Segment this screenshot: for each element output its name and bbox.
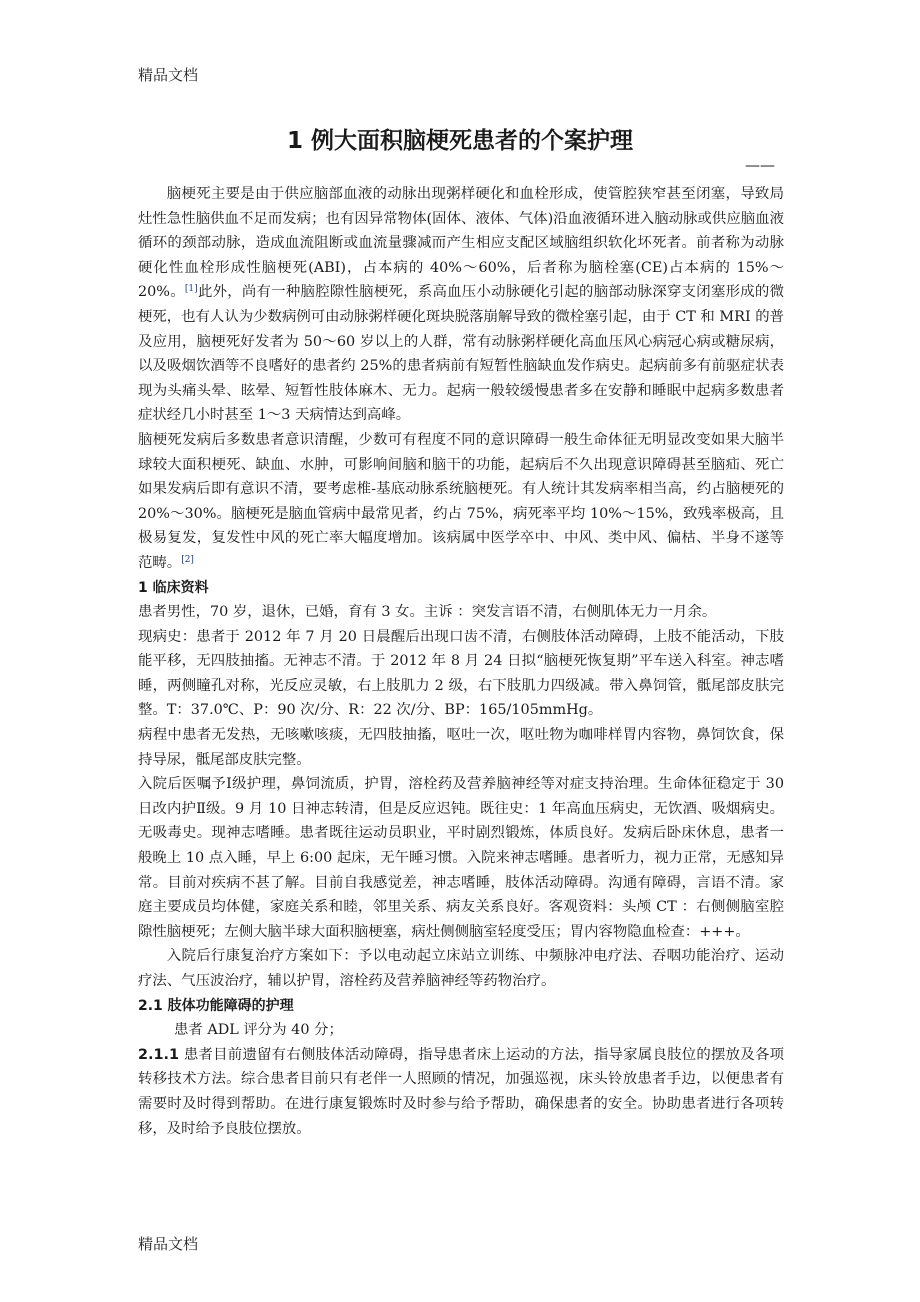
reference-1: [1] (184, 284, 198, 295)
patient-summary: 患者男性，70 岁，退休，已婚，育有 3 女。主诉 ：突发言语不清，右侧肌体无力一月余。 (138, 604, 717, 621)
epidemiology-text: 脑梗死发病后多数患者意识清醒，少数可有程度不同的意识障碍一般生命体征无明显改变如果大脑半球较大面积梗死、缺血、水肿，可影响间脑和脑干的功能，起病后不久出现意识障碍甚至脑疝、死亡如果发病后即有意识不清，要考虑椎-基底动脉系统脑梗死。有人统计其发病率相当高，约占脑梗死的 20%～30%。脑梗死是脑血管病中最常见者，约占 75%，病死率平均 10%～15%，致残率极高，且极易复发，复发性中风的死亡率大幅度增加。该病属中医学卒中、中风、类中风、偏枯、半身不遂等范畴。 (138, 431, 784, 571)
present-illness: 现病史：患者于 2012 年 7 月 20 日晨醒后出现口齿不清，右侧肢体活动障碍，上肢不能活动，下肢能平移，无四肢抽搐。无神志不清。于 2012 年 8 月 24 日拟“脑梗死恢复期”平车送入科室。神志嗜睡，两侧瞳孔对称，光反应灵敏，右上肢肌力 2 级，右下肢肌力四级减。带入鼻饲管，骶尾部皮肤完整。T：37.0℃、P：90 次/分、R：22 次/分、BP：165/105mmHg。 (138, 628, 784, 719)
page-title: 1 例大面积脑梗死患者的个案护理 (286, 128, 633, 154)
intro-text-a: 脑梗死主要是由于供应脑部血液的动脉出现粥样硬化和血栓形成，使管腔狭窄甚至闭塞，导致局灶性急性脑供血不足而发病；也有因异常物体(固体、液体、气体)沿血液循环进入脑动脉或供应脑血液循环的颈部动脉，造成血流阻断或血流量骤减而产生相应支配区域脑组织软化坏死者。前者称为动脉硬化性血栓形成性脑梗死(ABI)，占本病的 40%～60%，后者称为脑栓塞(CE)占本病的 15%～20%。 (138, 186, 784, 301)
section-heading-limb-care: 2.1 肢体功能障碍的护理 (138, 997, 294, 1014)
document-body (138, 182, 784, 1141)
rehab-plan-paragraph: 入院后行康复治疗方案如下：予以电动起立床站立训练、中频脉冲电疗法、吞咽功能治疗、运动疗法、气压波治疗，辅以护胃，溶栓药及营养脑神经等药物治疗。 (138, 948, 784, 989)
reference-2: [2] (181, 554, 194, 565)
title-dash: —— (745, 156, 775, 174)
limb-care-paragraph (138, 1043, 784, 1141)
admission-paragraph: 入院后医嘱予Ⅰ级护理，鼻饲流质，护胃，溶栓药及营养脑神经等对症支持治理。生命体征稳定于 30 日改内护Ⅱ级。9 月 10 日神志转清，但是反应迟钝。既往史：1 年高血压病史，无饮酒、吸烟病史。无吸毒史。现神志嗜睡。患者既往运动员职业，平时剧烈锻炼，体质良好。发病后卧床休息，患者一般晚上 10 点入睡，早上 6:00 起床，无午睡习惯。入院来神志嗜睡。患者听力，视力正常，无感知异常。目前对疾病不甚了解。目前自我感觉差，神志嗜睡，肢体活动障碍。沟通有障碍，言语不清。家庭主要成员均体健，家庭关系和睦，邻里关系、病友关系良好。客观资料：头颅 CT ：右侧侧脑室腔隙性脑梗死；左侧大脑半球大面积脑梗塞，病灶侧侧脑室轻度受压；胃内容物隐血检查：+++。 (138, 776, 784, 940)
subsection-number: 2.1.1 (138, 1046, 179, 1063)
section-heading-clinical: 1 临床资料 (138, 579, 209, 596)
limb-care-text: 患者目前遗留有右侧肢体活动障碍，指导患者床上运动的方法，指导家属良肢位的摆放及各项转移技术方法。综合患者目前只有老伴一人照顾的情况，加强巡视，床头铃放患者手边，以便患者有需要时及时得到帮助。在进行康复锻炼时及时参与给予帮助，确保患者的安全。协助患者进行各项转移，及时给予良肢位摆放。 (138, 1046, 784, 1137)
adl-score: 患者 ADL 评分为 40 分； (174, 1022, 343, 1039)
course-paragraph: 病程中患者无发热，无咳嗽咳痰，无四肢抽搐，呕吐一次，呕吐物为咖啡样胃内容物，鼻饲饮食，保持导尿，骶尾部皮肤完整。 (138, 727, 784, 768)
intro-paragraph (138, 182, 784, 428)
page-footer-label: 精品文档 (138, 1235, 199, 1253)
page-header-label: 精品文档 (138, 66, 199, 84)
intro-text-b: 此外，尚有一种脑腔隙性脑梗死，系高血压小动脉硬化引起的脑部动脉深穿支闭塞形成的微梗死，也有人认为少数病例可由动脉粥样硬化斑块脱落崩解导致的微栓塞引起，由于 CT 和 MRI 的普及应用，脑梗死好发者为 50～60 岁以上的人群，常有动脉粥样硬化高血压风心病冠心病或糖尿病，以及吸烟饮酒等不良嗜好的患者约 25%的患者病前有短暂性脑缺血发作病史。起病前多有前驱症状表现为头痛头晕、眩晕、短暂性肢体麻木、无力。起病一般较缓慢患者多在安静和睡眠中起病多数患者症状经几小时甚至 1～3 天病情达到高峰。 (138, 284, 784, 424)
epidemiology-paragraph (138, 428, 784, 576)
